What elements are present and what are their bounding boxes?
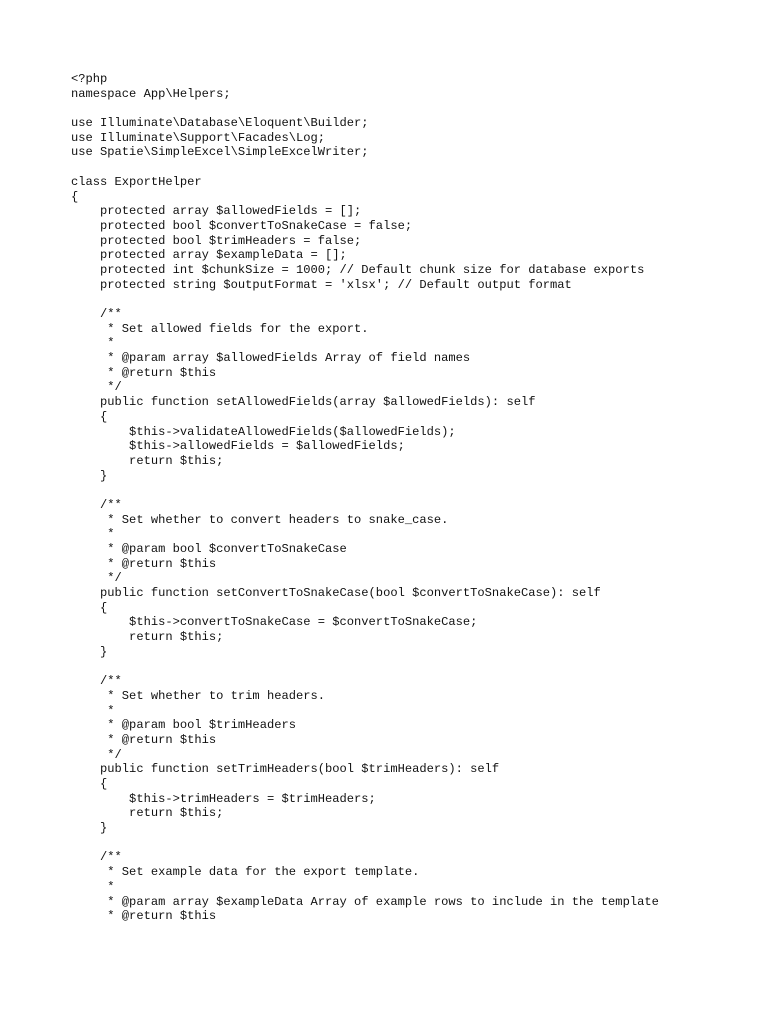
code-line: */ — [71, 571, 122, 586]
code-line: * — [71, 336, 115, 351]
code-line: public function setTrimHeaders(bool $trimHeaders): self — [71, 762, 500, 777]
code-line: * @return $this — [71, 732, 217, 747]
code-line: * @param bool $convertToSnakeCase — [71, 542, 347, 556]
code-line: protected bool $convertToSnakeCase = false; — [71, 218, 413, 233]
code-line — [71, 160, 751, 175]
code-line: } — [71, 468, 108, 483]
code-line: * Set whether to convert headers to snake_case. — [71, 512, 449, 527]
code-line: */ — [71, 380, 122, 395]
code-line: { — [71, 189, 79, 204]
code-line: namespace App\Helpers; — [71, 86, 231, 101]
code-line: /** — [71, 497, 122, 512]
code-line: { — [71, 600, 108, 615]
code-line: * Set whether to trim headers. — [71, 688, 326, 703]
code-line: * @return $this — [71, 556, 217, 571]
code-line: return $this; — [71, 630, 224, 645]
code-line: return $this; — [71, 806, 224, 821]
code-line: { — [71, 777, 108, 791]
code-line: <?php — [71, 72, 108, 86]
code-line: use Spatie\SimpleExcel\SimpleExcelWriter; — [71, 145, 369, 160]
code-line: protected array $exampleData = []; — [71, 248, 347, 263]
code-line: * @return $this — [71, 365, 217, 380]
code-line — [71, 101, 751, 116]
code-line: use Illuminate\Database\Eloquent\Builder; — [71, 116, 369, 131]
code-line: public function setConvertToSnakeCase(bool $convertToSnakeCase): self — [71, 586, 601, 601]
code-line: $this->validateAllowedFields($allowedFields); — [71, 424, 456, 439]
code-document — [71, 72, 751, 924]
code-line: protected int $chunkSize = 1000; // Default chunk size for database exports — [71, 262, 645, 277]
code-line: * @param bool $trimHeaders — [71, 718, 296, 733]
code-line: * — [71, 527, 115, 542]
code-line: * Set example data for the export template. — [71, 865, 420, 880]
code-line: use Illuminate\Support\Facades\Log; — [71, 130, 326, 145]
code-line: * @return $this — [71, 909, 217, 924]
code-line: protected bool $trimHeaders = false; — [71, 233, 362, 248]
code-line: $this->convertToSnakeCase = $convertToSnakeCase; — [71, 615, 478, 630]
code-line: $this->trimHeaders = $trimHeaders; — [71, 791, 376, 806]
code-line: protected array $allowedFields = []; — [71, 204, 362, 219]
code-line: * — [71, 879, 115, 894]
code-line: class ExportHelper — [71, 174, 202, 189]
code-line: } — [71, 644, 108, 659]
code-line — [71, 660, 751, 675]
code-line: { — [71, 409, 108, 424]
code-line: */ — [71, 747, 122, 762]
code-line: /** — [71, 850, 122, 865]
code-line: /** — [71, 674, 122, 689]
code-line: * Set allowed fields for the export. — [71, 321, 369, 336]
code-line: } — [71, 821, 108, 836]
code-line: $this->allowedFields = $allowedFields; — [71, 439, 405, 454]
code-line: * — [71, 703, 115, 718]
code-line: /** — [71, 307, 122, 321]
code-line — [71, 836, 751, 851]
code-line: return $this; — [71, 453, 224, 468]
code-line: public function setAllowedFields(array $allowedFields): self — [71, 395, 536, 410]
code-line — [71, 292, 751, 307]
code-line: protected string $outputFormat = 'xlsx'; // Default output format — [71, 277, 572, 292]
code-line — [71, 483, 751, 498]
code-line: * @param array $allowedFields Array of field names — [71, 351, 471, 366]
code-line: * @param array $exampleData Array of example rows to include in the template — [71, 894, 659, 909]
